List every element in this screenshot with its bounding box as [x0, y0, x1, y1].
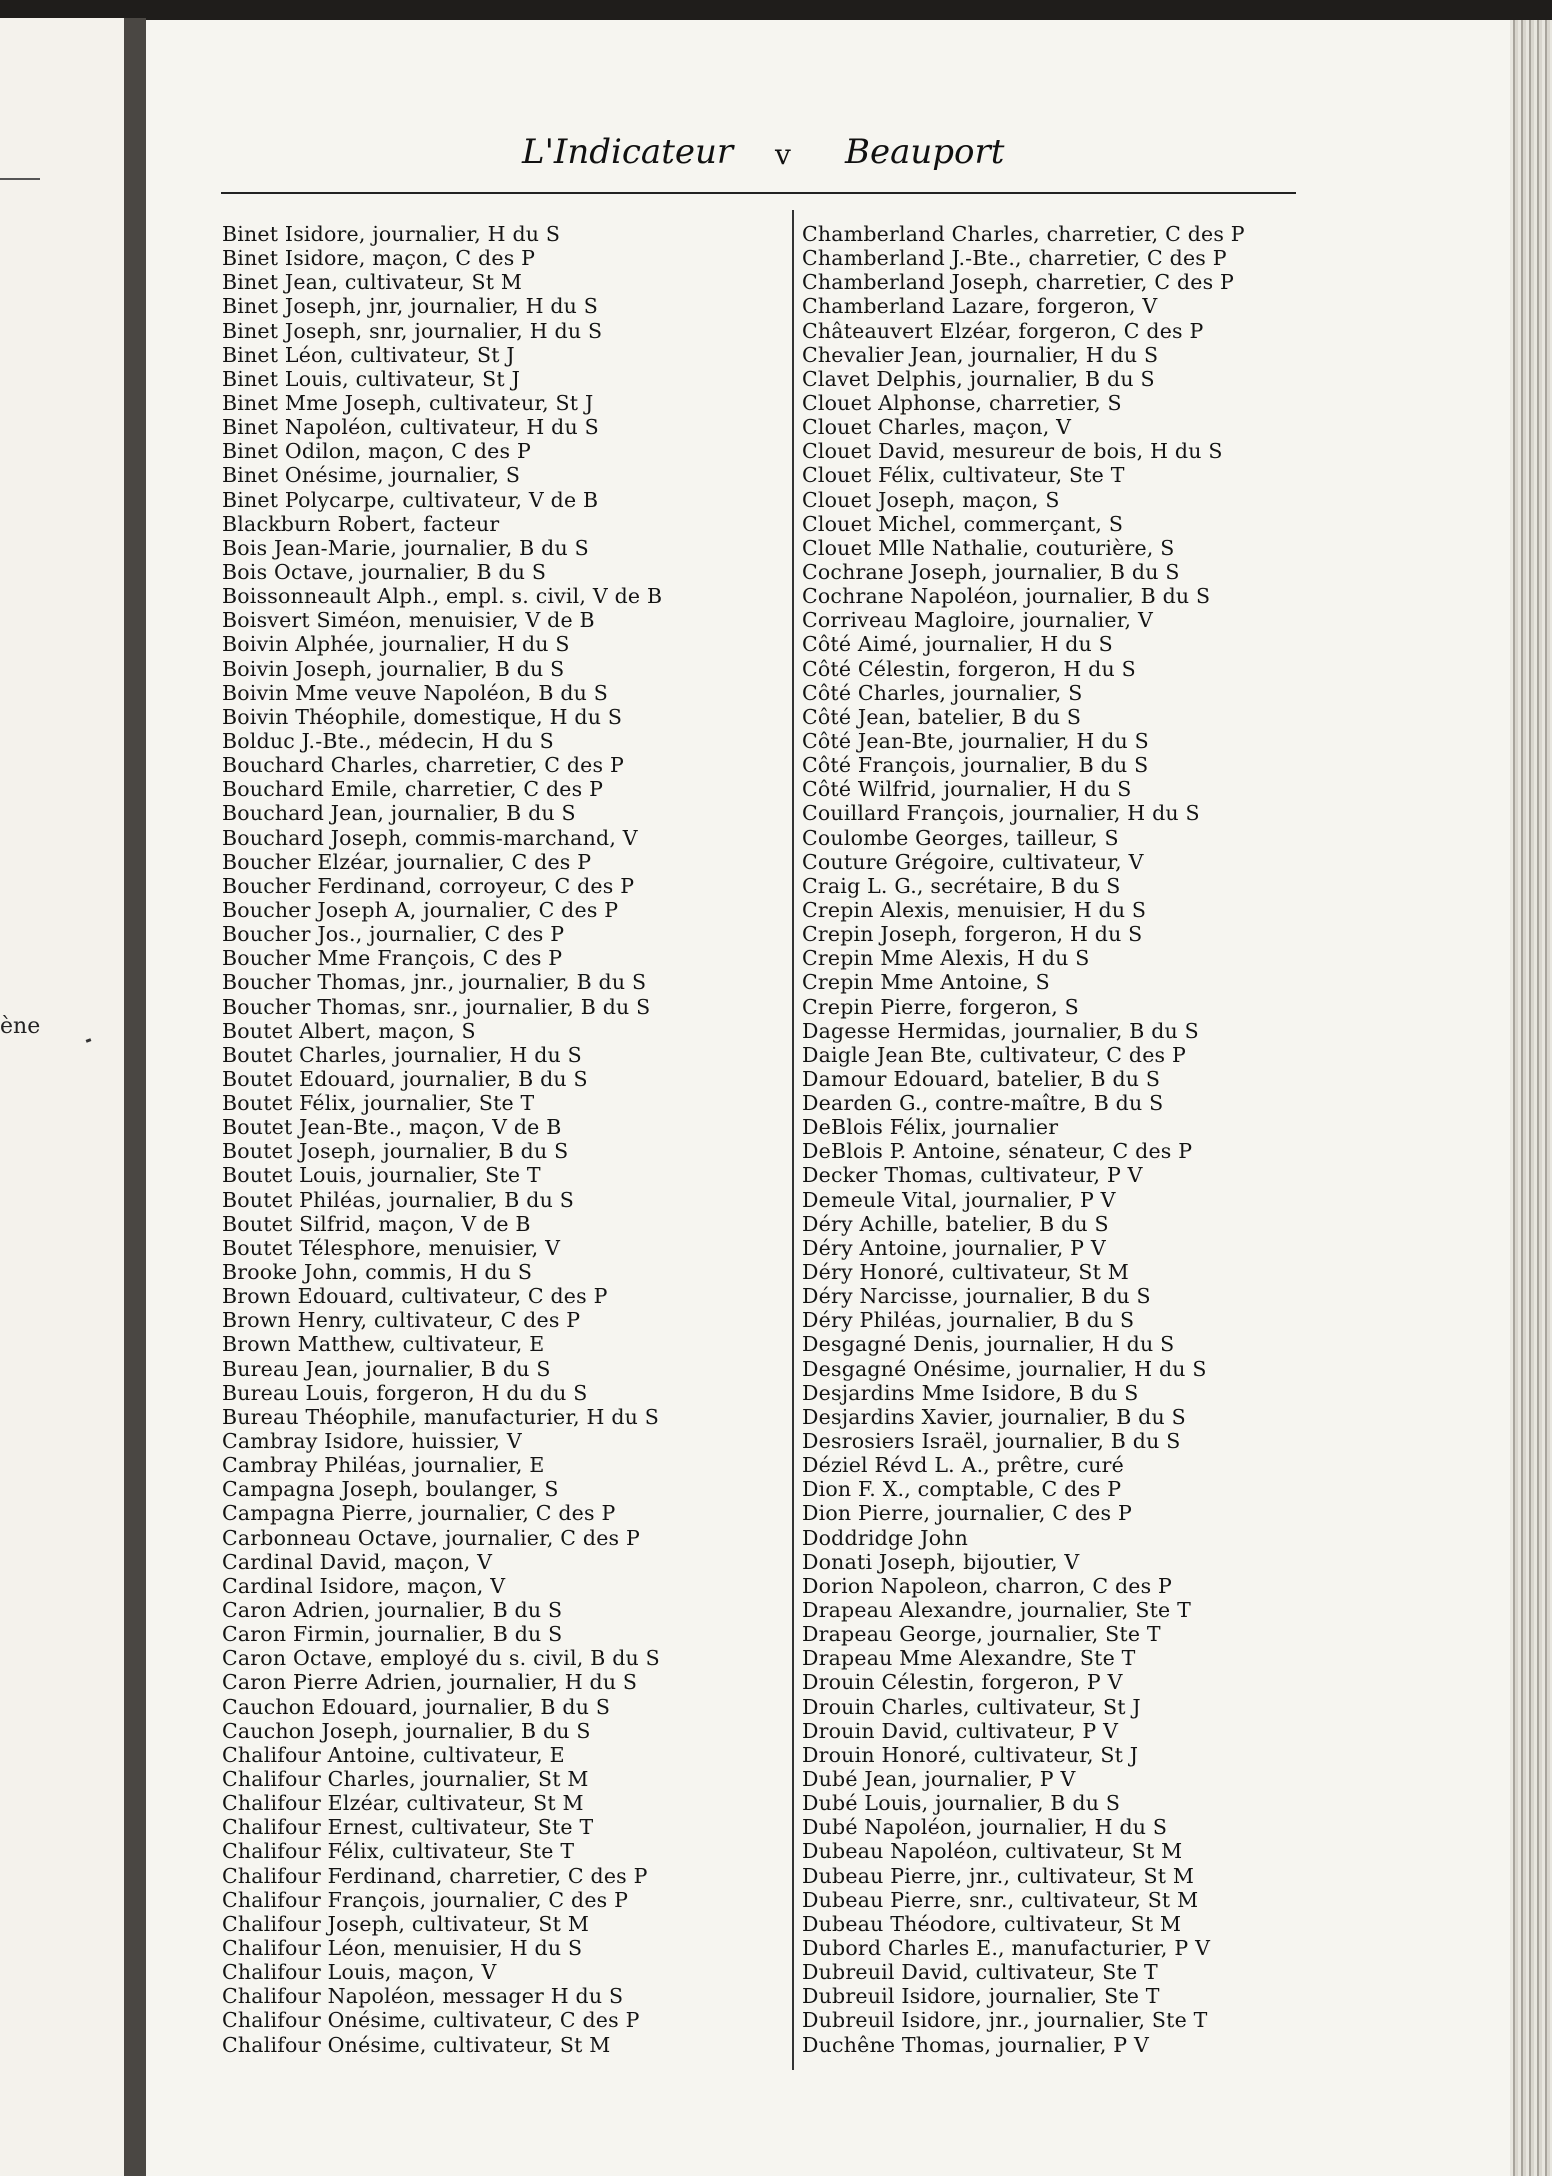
directory-entry: Chalifour Elzéar, cultivateur, St M — [222, 1791, 584, 1816]
directory-entry: Demeule Vital, journalier, P V — [802, 1187, 1116, 1212]
directory-entry: Chamberland Lazare, forgeron, V — [802, 294, 1158, 319]
directory-entry: Déry Achille, batelier, B du S — [802, 1211, 1109, 1236]
directory-entry: Bureau Théophile, manufacturier, H du S — [222, 1404, 660, 1429]
directory-entry: Dagesse Hermidas, journalier, B du S — [802, 1018, 1199, 1043]
directory-entry: Desgagné Onésime, journalier, H du S — [802, 1356, 1207, 1381]
running-header — [146, 132, 1510, 192]
directory-entry: Chevalier Jean, journalier, H du S — [802, 342, 1159, 367]
directory-entry: Bouchard Emile, charretier, C des P — [222, 777, 604, 802]
directory-entry: Boucher Mme François, C des P — [222, 946, 563, 971]
directory-entry: Dion Pierre, journalier, C des P — [802, 1501, 1132, 1526]
directory-entry: Couture Grégoire, cultivateur, V — [802, 849, 1144, 874]
directory-entry: Couillard François, journalier, H du S — [802, 801, 1200, 826]
directory-entry: Chamberland J.-Bte., charretier, C des P — [802, 246, 1227, 271]
directory-entry: Caron Firmin, journalier, B du S — [222, 1622, 563, 1647]
directory-entry: Dubreuil David, cultivateur, Ste T — [802, 1960, 1158, 1985]
directory-entry: Cauchon Edouard, journalier, B du S — [222, 1694, 611, 1719]
directory-page — [146, 20, 1510, 2176]
directory-entry: Dubreuil Isidore, journalier, Ste T — [802, 1984, 1160, 2009]
directory-entry: Boucher Thomas, snr., journalier, B du S — [222, 994, 651, 1019]
directory-entry: Bureau Jean, journalier, B du S — [222, 1356, 551, 1381]
directory-entry: Cambray Philéas, journalier, E — [222, 1453, 545, 1478]
directory-entry: Dubeau Pierre, jnr., cultivateur, St M — [802, 1863, 1195, 1888]
directory-entry: DeBlois Félix, journalier — [802, 1115, 1059, 1140]
directory-entry: Crepin Mme Alexis, H du S — [802, 946, 1090, 971]
directory-entry: Boucher Joseph A, journalier, C des P — [222, 897, 619, 922]
directory-entry: Chalifour Léon, menuisier, H du S — [222, 1935, 583, 1960]
facing-page-rule — [0, 178, 40, 180]
directory-entry: Drouin Charles, cultivateur, St J — [802, 1694, 1141, 1719]
directory-entry: Binet Mme Joseph, cultivateur, St J — [222, 390, 594, 415]
directory-entry: Chalifour Onésime, cultivateur, St M — [222, 2032, 611, 2057]
directory-entry: Bois Jean-Marie, journalier, B du S — [222, 535, 589, 560]
directory-entry: Blackburn Robert, facteur — [222, 511, 500, 536]
directory-entry: Chalifour Ferdinand, charretier, C des P — [222, 1863, 648, 1888]
directory-entry: Binet Odilon, maçon, C des P — [222, 439, 531, 464]
directory-entry: Cambray Isidore, huissier, V — [222, 1429, 522, 1454]
directory-entry: Boutet Télesphore, menuisier, V — [222, 1235, 561, 1260]
book-gutter — [124, 18, 146, 2176]
directory-entry: Bouchard Charles, charretier, C des P — [222, 753, 624, 778]
directory-entry: Clouet Michel, commerçant, S — [802, 511, 1124, 536]
left-column — [222, 222, 742, 2057]
scan-top-strip — [0, 0, 1552, 22]
directory-entry: Boivin Joseph, journalier, B du S — [222, 656, 565, 681]
directory-entry: Côté Charles, journalier, S — [802, 680, 1083, 705]
directory-entry: Chamberland Joseph, charretier, C des P — [802, 270, 1235, 295]
directory-entry: Binet Léon, cultivateur, St J — [222, 342, 515, 367]
directory-entry: Dion F. X., comptable, C des P — [802, 1477, 1122, 1502]
header-locality: Beauport — [845, 132, 1005, 172]
directory-entry: Drapeau George, journalier, Ste T — [802, 1622, 1161, 1647]
directory-entry: Binet Isidore, maçon, C des P — [222, 246, 536, 271]
directory-entry: Clavet Delphis, journalier, B du S — [802, 366, 1155, 391]
directory-entry: Côté François, journalier, B du S — [802, 753, 1149, 778]
directory-entry: Binet Louis, cultivateur, St J — [222, 366, 520, 391]
directory-entry: Bois Octave, journalier, B du S — [222, 559, 547, 584]
directory-entry: Déziel Révd L. A., prêtre, curé — [802, 1453, 1124, 1478]
directory-entry: Brooke John, commis, H du S — [222, 1260, 533, 1285]
directory-entry: Cardinal David, maçon, V — [222, 1549, 493, 1574]
directory-entry: Cochrane Joseph, journalier, B du S — [802, 559, 1180, 584]
directory-entry: Binet Onésime, journalier, S — [222, 463, 521, 488]
directory-entry: Déry Philéas, journalier, B du S — [802, 1308, 1135, 1333]
directory-entry: Boutet Edouard, journalier, B du S — [222, 1066, 588, 1091]
directory-entry: Drapeau Alexandre, journalier, Ste T — [802, 1598, 1191, 1623]
directory-entry: Boivin Alphée, journalier, H du S — [222, 632, 570, 657]
directory-entry: Boutet Jean-Bte., maçon, V de B — [222, 1115, 562, 1140]
right-column — [802, 222, 1322, 2057]
directory-entry: Dubeau Napoléon, cultivateur, St M — [802, 1839, 1183, 1864]
directory-entry: Chalifour Charles, journalier, St M — [222, 1767, 589, 1791]
directory-entry: Côté Aimé, journalier, H du S — [802, 632, 1113, 657]
directory-entry: Déry Honoré, cultivateur, St M — [802, 1260, 1129, 1285]
directory-entry: Dorion Napoleon, charron, C des P — [802, 1573, 1173, 1598]
directory-entry: Chalifour François, journalier, C des P — [222, 1887, 629, 1912]
header-rule — [221, 192, 1296, 194]
header-letter: v — [775, 138, 791, 171]
directory-entry: Binet Polycarpe, cultivateur, V de B — [222, 487, 599, 512]
directory-entry: Desjardins Mme Isidore, B du S — [802, 1380, 1139, 1405]
directory-entry: Dubeau Pierre, snr., cultivateur, St M — [802, 1887, 1199, 1912]
facing-page-text: ène — [0, 1014, 41, 1039]
directory-entry: Clouet Mlle Nathalie, couturière, S — [802, 535, 1175, 560]
directory-entry: DeBlois P. Antoine, sénateur, C des P — [802, 1139, 1193, 1164]
directory-entry: Boutet Silfrid, maçon, V de B — [222, 1211, 531, 1236]
directory-entry: Cardinal Isidore, maçon, V — [222, 1573, 506, 1598]
directory-entry: Boisvert Siméon, menuisier, V de B — [222, 608, 595, 633]
directory-entry: Campagna Pierre, journalier, C des P — [222, 1501, 616, 1526]
directory-entry: Déry Antoine, journalier, P V — [802, 1235, 1106, 1260]
directory-entry: Chalifour Félix, cultivateur, Ste T — [222, 1839, 575, 1864]
header-publication: L'Indicateur — [522, 132, 734, 172]
directory-entry: Caron Pierre Adrien, journalier, H du S — [222, 1670, 638, 1695]
directory-entry: Brown Henry, cultivateur, C des P — [222, 1308, 581, 1333]
directory-entry: Côté Célestin, forgeron, H du S — [802, 656, 1136, 681]
page-edges — [1510, 20, 1552, 2176]
directory-entry: Binet Joseph, jnr, journalier, H du S — [222, 294, 599, 319]
directory-entry: Dubé Jean, journalier, P V — [802, 1767, 1076, 1791]
directory-entry: Carbonneau Octave, journalier, C des P — [222, 1525, 640, 1550]
directory-entry: Daigle Jean Bte, cultivateur, C des P — [802, 1042, 1186, 1067]
directory-entry: Crepin Mme Antoine, S — [802, 970, 1050, 995]
directory-entry: Drouin Honoré, cultivateur, St J — [802, 1742, 1139, 1767]
directory-entry: Binet Isidore, journalier, H du S — [222, 222, 561, 246]
directory-entry: Boutet Louis, journalier, Ste T — [222, 1163, 541, 1188]
directory-entry: Binet Jean, cultivateur, St M — [222, 270, 523, 295]
directory-entry: Crepin Joseph, forgeron, H du S — [802, 922, 1143, 947]
directory-entry: Chalifour Louis, maçon, V — [222, 1960, 497, 1985]
directory-entry: Desrosiers Israël, journalier, B du S — [802, 1429, 1181, 1454]
directory-entry: Corriveau Magloire, journalier, V — [802, 608, 1153, 633]
directory-entry: Drouin Célestin, forgeron, P V — [802, 1670, 1123, 1695]
facing-page-mark — [86, 1038, 92, 1043]
directory-entry: Côté Jean, batelier, B du S — [802, 704, 1082, 729]
directory-entry: Bouchard Joseph, commis-marchand, V — [222, 825, 638, 850]
directory-entry: Chalifour Napoléon, messager H du S — [222, 1984, 624, 2009]
directory-entry: Déry Narcisse, journalier, B du S — [802, 1284, 1151, 1309]
directory-entry: Drouin David, cultivateur, P V — [802, 1718, 1119, 1743]
directory-entry: Côté Wilfrid, journalier, H du S — [802, 777, 1132, 802]
directory-entry: Chalifour Onésime, cultivateur, C des P — [222, 2008, 640, 2033]
directory-entry: Boivin Théophile, domestique, H du S — [222, 704, 623, 729]
directory-entry: Caron Adrien, journalier, B du S — [222, 1598, 563, 1623]
directory-entry: Clouet Joseph, maçon, S — [802, 487, 1060, 512]
directory-entry: Chalifour Joseph, cultivateur, St M — [222, 1911, 590, 1936]
directory-entry: Clouet Alphonse, charretier, S — [802, 390, 1122, 415]
directory-entry: Dubé Napoléon, journalier, H du S — [802, 1815, 1168, 1840]
directory-entry: Coulombe Georges, tailleur, S — [802, 825, 1119, 850]
column-divider — [792, 210, 794, 2070]
directory-entry: Brown Matthew, cultivateur, E — [222, 1332, 545, 1357]
directory-entry: Dubeau Théodore, cultivateur, St M — [802, 1911, 1182, 1936]
directory-entry: Boissonneault Alph., empl. s. civil, V de B — [222, 584, 663, 609]
directory-entry: Crepin Pierre, forgeron, S — [802, 994, 1079, 1019]
directory-entry: Crepin Alexis, menuisier, H du S — [802, 897, 1147, 922]
directory-entry: Boutet Albert, maçon, S — [222, 1018, 476, 1043]
directory-entry: Bureau Louis, forgeron, H du du S — [222, 1380, 588, 1405]
directory-entry: Boutet Charles, journalier, H du S — [222, 1042, 582, 1067]
directory-entry: Craig L. G., secrétaire, B du S — [802, 873, 1121, 898]
directory-entry: Damour Edouard, batelier, B du S — [802, 1066, 1161, 1091]
directory-entry: Bolduc J.-Bte., médecin, H du S — [222, 728, 554, 753]
directory-entry: Desjardins Xavier, journalier, B du S — [802, 1404, 1186, 1429]
directory-entry: Cauchon Joseph, journalier, B du S — [222, 1718, 591, 1743]
directory-entry: Campagna Joseph, boulanger, S — [222, 1477, 559, 1502]
facing-page-fragment — [0, 18, 124, 2176]
directory-entry: Boucher Ferdinand, corroyeur, C des P — [222, 873, 635, 898]
directory-entry: Chalifour Antoine, cultivateur, E — [222, 1742, 565, 1767]
directory-entry: Duchêne Thomas, journalier, P V — [802, 2032, 1150, 2057]
directory-entry: Dubreuil Isidore, jnr., journalier, Ste T — [802, 2008, 1208, 2033]
directory-entry: Caron Octave, employé du s. civil, B du S — [222, 1646, 660, 1671]
directory-entry: Doddridge John — [802, 1525, 969, 1550]
directory-entry: Boivin Mme veuve Napoléon, B du S — [222, 680, 609, 705]
directory-entry: Clouet Félix, cultivateur, Ste T — [802, 463, 1125, 488]
directory-entry: Boucher Elzéar, journalier, C des P — [222, 849, 592, 874]
directory-entry: Clouet David, mesureur de bois, H du S — [802, 439, 1223, 464]
directory-entry: Boutet Philéas, journalier, B du S — [222, 1187, 574, 1212]
directory-entry: Boucher Thomas, jnr., journalier, B du S — [222, 970, 647, 995]
directory-entry: Boucher Jos., journalier, C des P — [222, 922, 565, 947]
directory-entry: Chamberland Charles, charretier, C des P — [802, 222, 1245, 246]
directory-entry: Brown Edouard, cultivateur, C des P — [222, 1284, 608, 1309]
directory-entry: Dearden G., contre-maître, B du S — [802, 1091, 1164, 1116]
directory-entry: Châteauvert Elzéar, forgeron, C des P — [802, 318, 1204, 343]
directory-entry: Drapeau Mme Alexandre, Ste T — [802, 1646, 1136, 1671]
directory-entry: Cochrane Napoléon, journalier, B du S — [802, 584, 1211, 609]
directory-entry: Boutet Joseph, journalier, B du S — [222, 1139, 569, 1164]
directory-entry: Decker Thomas, cultivateur, P V — [802, 1163, 1143, 1188]
directory-entry: Binet Joseph, snr, journalier, H du S — [222, 318, 603, 343]
directory-entry: Clouet Charles, maçon, V — [802, 415, 1072, 440]
directory-entry: Côté Jean-Bte, journalier, H du S — [802, 728, 1149, 753]
directory-entry: Desgagné Denis, journalier, H du S — [802, 1332, 1175, 1357]
directory-entry: Chalifour Ernest, cultivateur, Ste T — [222, 1815, 594, 1840]
directory-entry: Donati Joseph, bijoutier, V — [802, 1549, 1080, 1574]
directory-entry: Binet Napoléon, cultivateur, H du S — [222, 415, 599, 440]
directory-entry: Dubord Charles E., manufacturier, P V — [802, 1935, 1211, 1960]
directory-entry: Boutet Félix, journalier, Ste T — [222, 1091, 535, 1116]
directory-entry: Bouchard Jean, journalier, B du S — [222, 801, 576, 826]
directory-entry: Dubé Louis, journalier, B du S — [802, 1791, 1121, 1816]
